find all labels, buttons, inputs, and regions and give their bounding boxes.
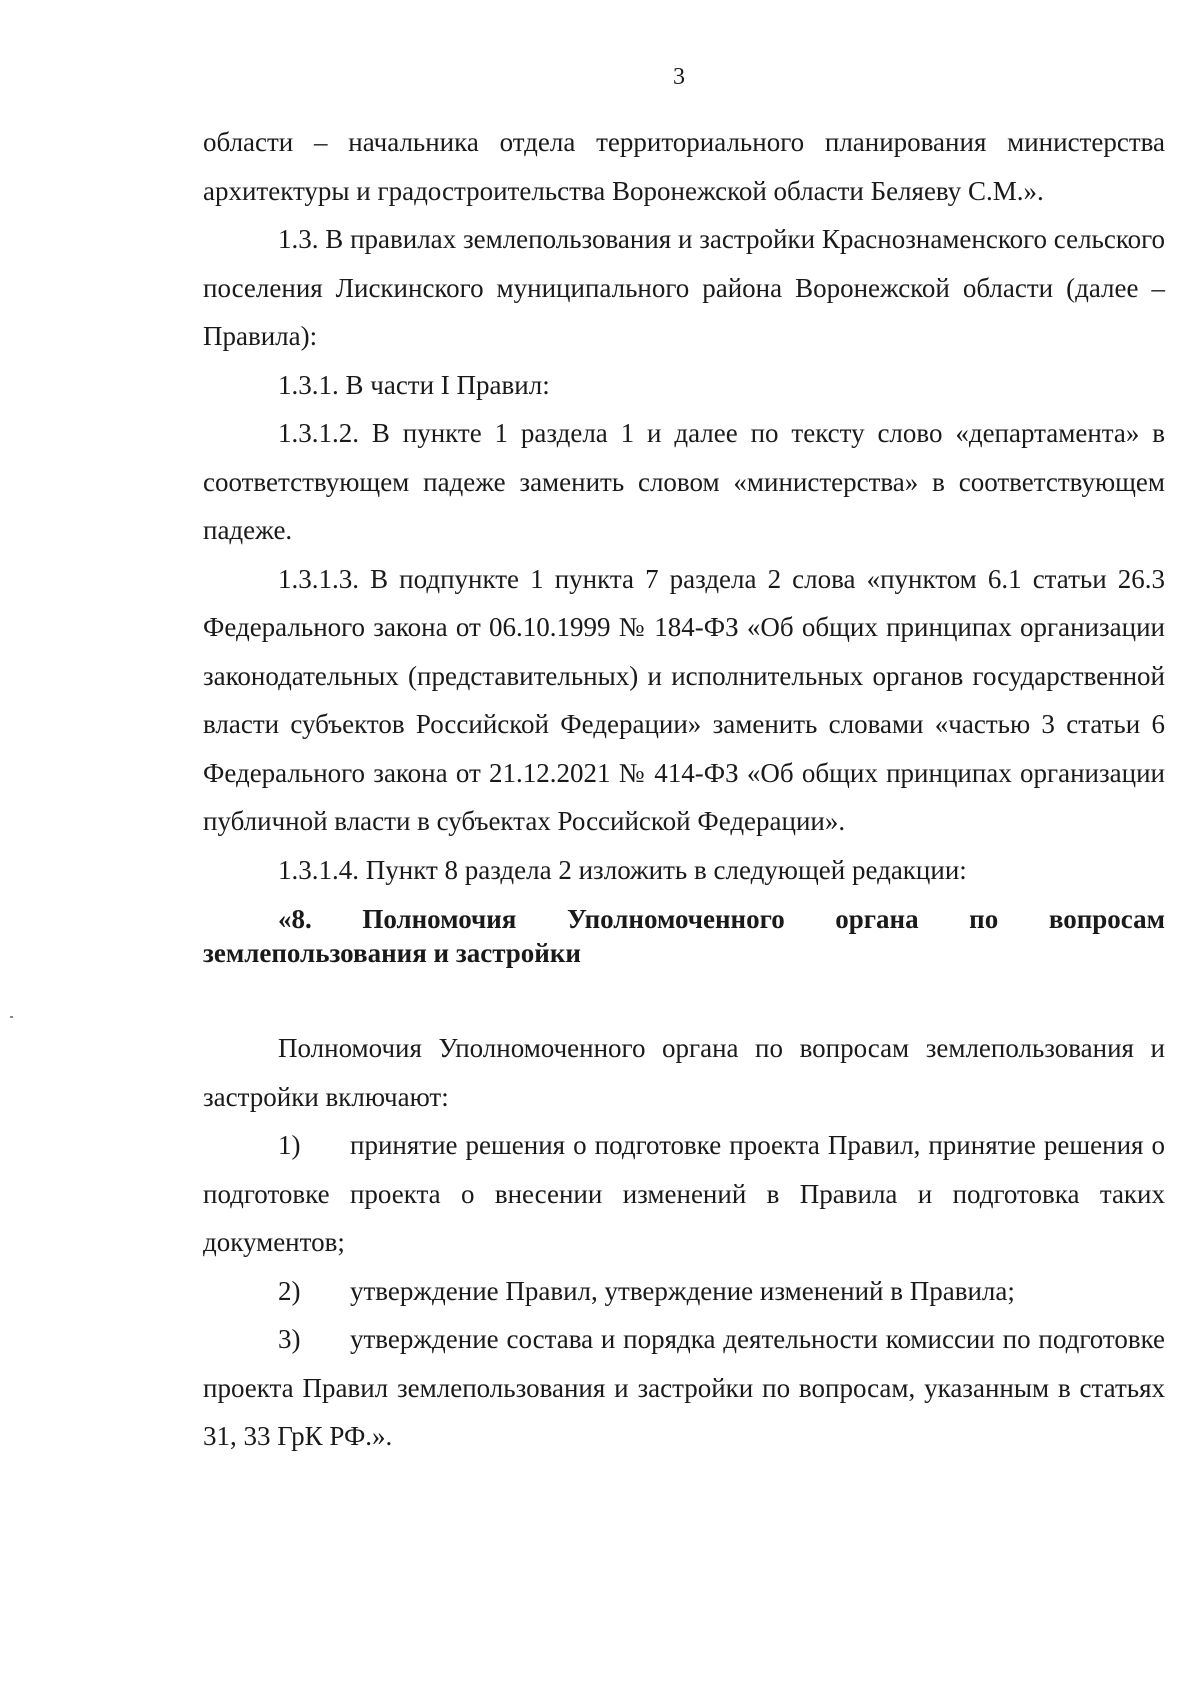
scan-speck: [10, 1016, 13, 1018]
list-item: [203, 1121, 1165, 1267]
section-heading-8: «8. Полномочия Уполномоченного органа по вопросам землепользования и застройки: [203, 904, 1165, 968]
list-item-number: 3): [278, 1324, 301, 1354]
spacer: [203, 970, 1165, 1024]
document-body: [203, 118, 1165, 1461]
paragraph-1-3-1: 1.3.1. В части I Правил:: [278, 369, 550, 400]
paragraph-1-3: 1.3. В правилах землепользования и застройки Краснознаменского сельского поселения Лискинского муниципального района Воронежской области (далее – Правила):: [203, 224, 1165, 351]
list-item-text: утверждение Правил, утверждение изменений в Правила;: [350, 1275, 1015, 1306]
list-item-number: 1): [278, 1130, 301, 1160]
page-number: 3: [673, 64, 685, 90]
list-item-text: утверждение состава и порядка деятельности комиссии по подготовке проекта Правил землепользования и застройки по вопросам, указанным в статьях 31, 33 ГрК РФ.».: [203, 1324, 1165, 1451]
paragraph-1-3-1-2: 1.3.1.2. В пункте 1 раздела 1 и далее по тексту слово «департамента» в соответствующем падеже заменить словом «министерства» в соответствующем падеже.: [203, 418, 1165, 545]
paragraph-powers-intro: Полномочия Уполномоченного органа по вопросам землепользования и застройки включают:: [203, 1033, 1165, 1112]
paragraph-continuation: области – начальника отдела территориального планирования министерства архитектуры и градостроительства Воронежской области Беляеву С.М.».: [203, 127, 1165, 206]
paragraph-1-3-1-4: 1.3.1.4. Пункт 8 раздела 2 изложить в следующей редакции:: [278, 854, 967, 885]
paragraph-1-3-1-3: 1.3.1.3. В подпункте 1 пункта 7 раздела 2 слова «пунктом 6.1 статьи 26.3 Федерального закона от 06.10.1999 № 184-ФЗ «Об общих принципах организации законодательных (представительных) и исполнительных органов государственной власти субъектов Российской Федерации» заменить словами «частью 3 статьи 6 Федерального закона от 21.12.2021 № 414-ФЗ «Об общих принципах организации публичной власти в субъектах Российской Федерации».: [203, 563, 1165, 836]
list-item: [203, 1315, 1165, 1461]
list-item: [203, 1267, 1165, 1316]
list-item-text: принятие решения о подготовке проекта Правил, принятие решения о подготовке проекта о внесении изменений в Правила и подготовка таких документов;: [203, 1130, 1165, 1257]
list-item-number: 2): [278, 1275, 301, 1306]
